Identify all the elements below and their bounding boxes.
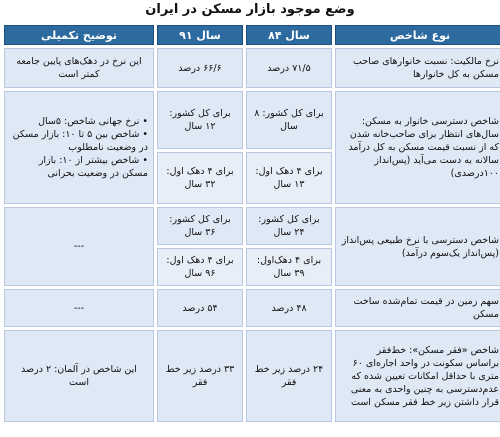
header-row [4,25,500,45]
note-cell: این شاخص در آلمان: ۲ درصد است [4,330,154,422]
year-91-cell: برای کل کشور: ۳۶ سال [157,207,243,245]
note-cell: --- [4,207,154,286]
year-84-cell: ۲۴ درصد زیر خط فقر [246,330,332,422]
year-91-cell: برای ۴ دهک اول: ۳۲ سال [157,152,243,204]
table-row [4,91,500,149]
year-84-cell: برای کل کشور: ۲۴ سال [246,207,332,245]
header-year-84: سال ۸۴ [246,25,332,45]
table-row [4,48,500,88]
header-year-91: سال ۹۱ [157,25,243,45]
note-cell: این نرخ در دهک‌های پایین جامعه کمتر است [4,48,154,88]
year-91-cell: ۳۳ درصد زیر خط فقر [157,330,243,422]
indicator-cell: سهم زمین در قیمت تمام‌شده ساخت مسکن [335,289,500,327]
indicator-cell: شاخص دسترسی خانوار به مسکن: سال‌های انتظار برای صاحب‌خانه شدن که از نسبت قیمت مسکن به کل درآمد سالانه به دست می‌آید (پس‌انداز ۱۰۰درصدی) [335,91,500,204]
year-91-cell: برای ۴ دهک اول: ۹۶ سال [157,248,243,286]
header-indicator-type: نوع شاخص [335,25,500,45]
indicator-cell: نرخ مالکیت: نسبت خانوارهای صاحب مسکن به کل خانوارها [335,48,500,88]
year-91-cell: ۶۶/۶ درصد [157,48,243,88]
year-91-cell: برای کل کشور: ۱۲ سال [157,91,243,149]
indicator-cell: شاخص «فقر مسکن»: خط‌فقر براساس سکونت در واحد اجاره‌ای ۶۰ متری با حداقل امکانات تعیین شده که عدم‌دسترسی به چنین واحدی به معنی قرار داشتن زیر خط فقر مسکن است [335,330,500,422]
note-cell: • نرخ جهانی شاخص: ۵سال • شاخص بین ۵ تا ۱۰: بازار مسکن در وضعیت نامطلوب • شاخص بیشتر از ۱۰: بازار مسکن در وضعیت بحرانی [4,91,154,204]
year-84-cell: برای ۴ دهک‌اول: ۳۹ سال [246,248,332,286]
page-title: وضع موجود بازار مسکن در ایران [145,2,355,17]
year-84-cell: برای ۴ دهک اول: ۱۳ سال [246,152,332,204]
year-91-cell: ۵۴ درصد [157,289,243,327]
note-cell: --- [4,289,154,327]
indicator-cell: شاخص دسترسی با نرخ طبیعی پس‌انداز (پس‌انداز یک‌سوم درآمد) [335,207,500,286]
table-row [4,330,500,422]
year-84-cell: ۷۱/۵ درصد [246,48,332,88]
housing-market-table [1,22,500,425]
year-84-cell: برای کل کشور: ۸ سال [246,91,332,149]
table-row [4,207,500,245]
table-row [4,289,500,327]
header-notes: توضیح تکمیلی [4,25,154,45]
year-84-cell: ۴۸ درصد [246,289,332,327]
